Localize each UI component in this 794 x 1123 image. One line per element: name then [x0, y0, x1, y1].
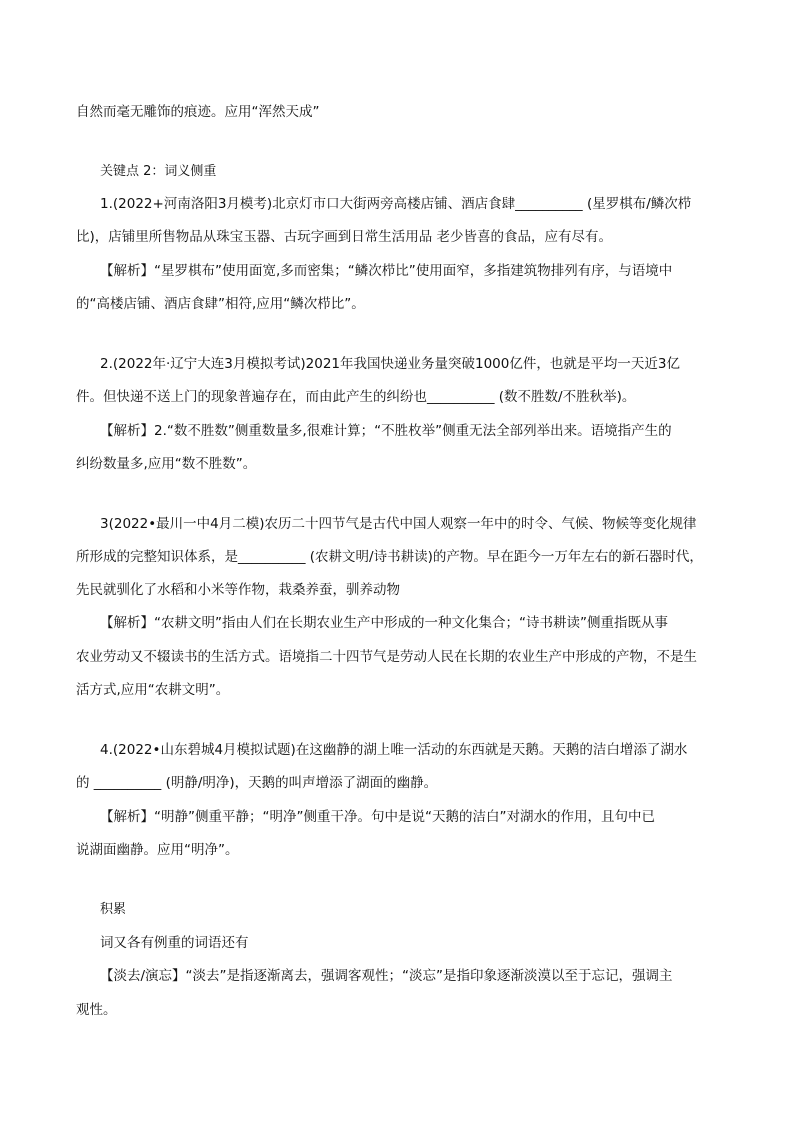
q2-analysis-2: 纠纷数量多,应用“数不胜数”。 — [76, 456, 257, 472]
q4-analysis-2: 说湖面幽静。应用“明净”。 — [76, 842, 239, 858]
key-point-title: 关键点 2：词义侧重 — [100, 164, 217, 179]
q3-line-3: 先民就驯化了水稻和小米等作物，栽桑养蚕，驯养动物 — [76, 582, 400, 598]
accumulation-title: 积累 — [100, 902, 127, 917]
q3-analysis-2: 农业劳动又不辍读书的生活方式。语境指二十四节气是劳动人民在长期的农业生产中形成的产物，不是生 — [76, 649, 697, 665]
q3-line-1: 3(2022•最川一中4月二模)农历二十四节气是古代中国人观察一年中的时令、气候、物候等变化规律 — [100, 516, 697, 532]
intro-text: 自然而毫无雕饰的痕迹。应用“浑然天成” — [76, 104, 320, 120]
q3-line-2: 所形成的完整知识体系，是__________ (农耕文明/诗书耕读)的产物。早在距今一万年左右的新石器时代， — [76, 549, 703, 565]
q4-line-1: 4.(2022•山东碧城4月模拟试题)在这幽静的湖上唯一活动的东西就是天鹅。天鹅的洁白增添了湖水 — [100, 742, 688, 758]
q2-analysis-1: 【解析】2.“数不胜数”侧重数量多,很难计算；“不胜枚举”侧重无法全部列举出来。语境指产生的 — [100, 423, 672, 439]
q4-line-2: 的 __________ (明静/明净)，天鹅的叫声增添了湖面的幽静。 — [76, 775, 438, 791]
accumulation-line-2: 观性。 — [76, 1002, 117, 1018]
q1-line-2: 比)，店铺里所售物品从珠宝玉器、古玩字画到日常生活用品 老少皆喜的食品，应有尽有。 — [76, 229, 613, 245]
accumulation-line-1: 【淡去/演忘】“淡去”是指逐渐离去，强调客观性；“淡忘”是指印象逐渐淡漠以至于忘记，强调主 — [100, 968, 673, 984]
q1-line-1: 1.(2022+河南洛阳3月模考)北京灯市口大街两旁高楼店铺、酒店食肆__________ (星罗棋布/鳞次栉 — [100, 196, 692, 212]
q1-analysis-1: 【解析】“星罗棋布”使用面宽,多而密集；“鳞次栉比”使用面窄，多指建筑物排列有序，与语境中 — [100, 263, 673, 279]
q4-analysis-1: 【解析】“明静”侧重平静；“明净”侧重干净。句中是说“天鹅的洁白”对湖水的作用，且句中已 — [100, 809, 655, 825]
q1-analysis-2: 的“高楼店铺、酒店食肆”相符,应用“鳞次栉比”。 — [76, 296, 365, 312]
q2-line-1: 2.(2022年·辽宁大连3月模拟考试)2021年我国快递业务量突破1000亿件，也就是平均一天近3亿 — [100, 356, 680, 372]
q3-analysis-3: 活方式,应用“农耕文明”。 — [76, 682, 230, 698]
q3-analysis-1: 【解析】“农耕文明”指由人们在长期农业生产中形成的一种文化集合；“诗书耕读”侧重指既从事 — [100, 615, 668, 631]
q2-line-2: 件。但快递不送上门的现象普遍存在，而由此产生的纠纷也__________ (数不胜数/不胜秋举)。 — [76, 389, 636, 405]
accumulation-subtitle: 词又各有例重的词语还有 — [100, 935, 249, 951]
